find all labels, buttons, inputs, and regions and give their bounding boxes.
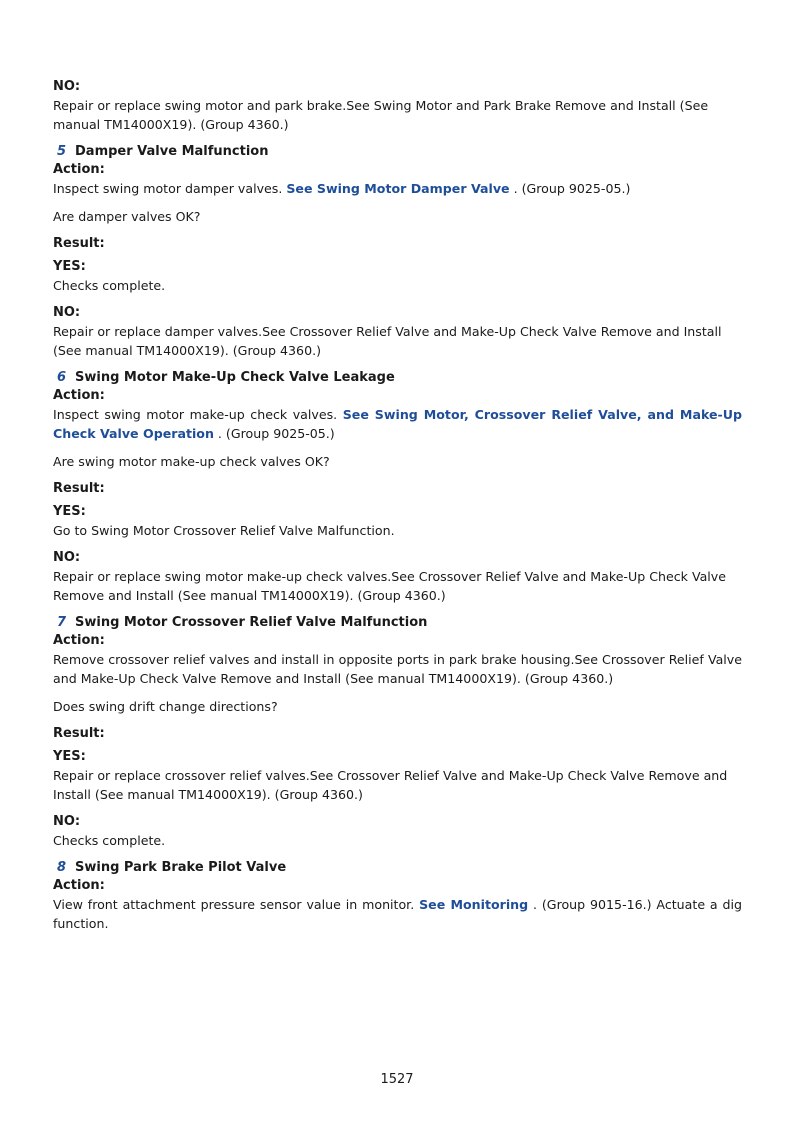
action-text [53,895,742,933]
action-text-start: Inspect swing motor damper valves. [53,181,287,196]
action-text-start: Inspect swing motor make-up check valves. [53,407,343,422]
yes-text: Checks complete. [53,278,166,293]
step-title: Swing Motor Make-Up Check Valve Leakage [75,370,395,385]
action-text-start: View front attachment pressure sensor value in monitor. [53,897,420,912]
question-text: Are swing motor make-up check valves OK? [53,454,330,469]
step-title: Swing Park Brake Pilot Valve [75,860,287,875]
no-label: NO: [53,305,81,320]
action-label: Action: [53,878,105,893]
yes-text: Repair or replace crossover relief valves.See Crossover Relief Valve and Make-Up Check Valve Remove and Install (See manual TM14000X19). (Group 4360.) [53,768,728,802]
yes-label: YES: [53,259,86,274]
page-content [53,78,742,942]
no-text: Repair or replace damper valves.See Crossover Relief Valve and Make-Up Check Valve Remove and Install (See manual TM14000X19). (Group 4360.) [53,324,722,358]
action-text-end: . (Group 9025-05.) [509,181,631,196]
step-title: Swing Motor Crossover Relief Valve Malfunction [75,615,428,630]
page-number: 1527 [380,1072,414,1087]
no-label: NO: [53,79,81,94]
question-text: Are damper valves OK? [53,209,201,224]
question-text: Does swing drift change directions? [53,699,278,714]
no-text: Checks complete. [53,833,166,848]
step-title: Damper Valve Malfunction [75,144,269,159]
no-label: NO: [53,814,81,829]
action-text-end: . (Group 9015-16.) Actuate a dig function. [53,897,743,931]
step-6-heading [53,369,742,387]
action-label: Action: [53,633,105,648]
action-text [53,405,742,443]
yes-text: Go to Swing Motor Crossover Relief Valve Malfunction. [53,523,395,538]
action-label: Action: [53,388,105,403]
result-label: Result: [53,481,105,496]
action-text [53,179,742,198]
link-swing-motor-crossover-operation[interactable]: See Swing Motor, Crossover Relief Valve, and Make-Up Check Valve Operation [53,407,742,441]
step-8-heading [53,859,742,877]
no-label: NO: [53,550,81,565]
step-number: 5 [57,144,67,159]
action-text-end: . (Group 9025-05.) [213,426,335,441]
action-text: Remove crossover relief valves and install in opposite ports in park brake housing.See Crossover Relief Valve and Make-Up Check Valve Remove and Install (See manual TM14000X19). (Group 4360.) [53,652,742,686]
link-swing-motor-damper-valve[interactable]: See Swing Motor Damper Valve [286,181,510,196]
result-label: Result: [53,726,105,741]
step-number: 8 [57,860,67,875]
step-number: 6 [57,370,67,385]
action-label: Action: [53,162,105,177]
result-label: Result: [53,236,105,251]
yes-label: YES: [53,749,86,764]
yes-label: YES: [53,504,86,519]
step-5-heading [53,143,742,161]
no-text: Repair or replace swing motor make-up check valves.See Crossover Relief Valve and Make-Up Check Valve Remove and Install (See manual TM14000X19). (Group 4360.) [53,569,726,603]
step-7-heading [53,614,742,632]
no-text: Repair or replace swing motor and park brake.See Swing Motor and Park Brake Remove and Install (See manual TM14000X19). (Group 4360.) [53,98,709,132]
step-number: 7 [57,615,67,630]
link-see-monitoring[interactable]: See Monitoring [419,897,529,912]
